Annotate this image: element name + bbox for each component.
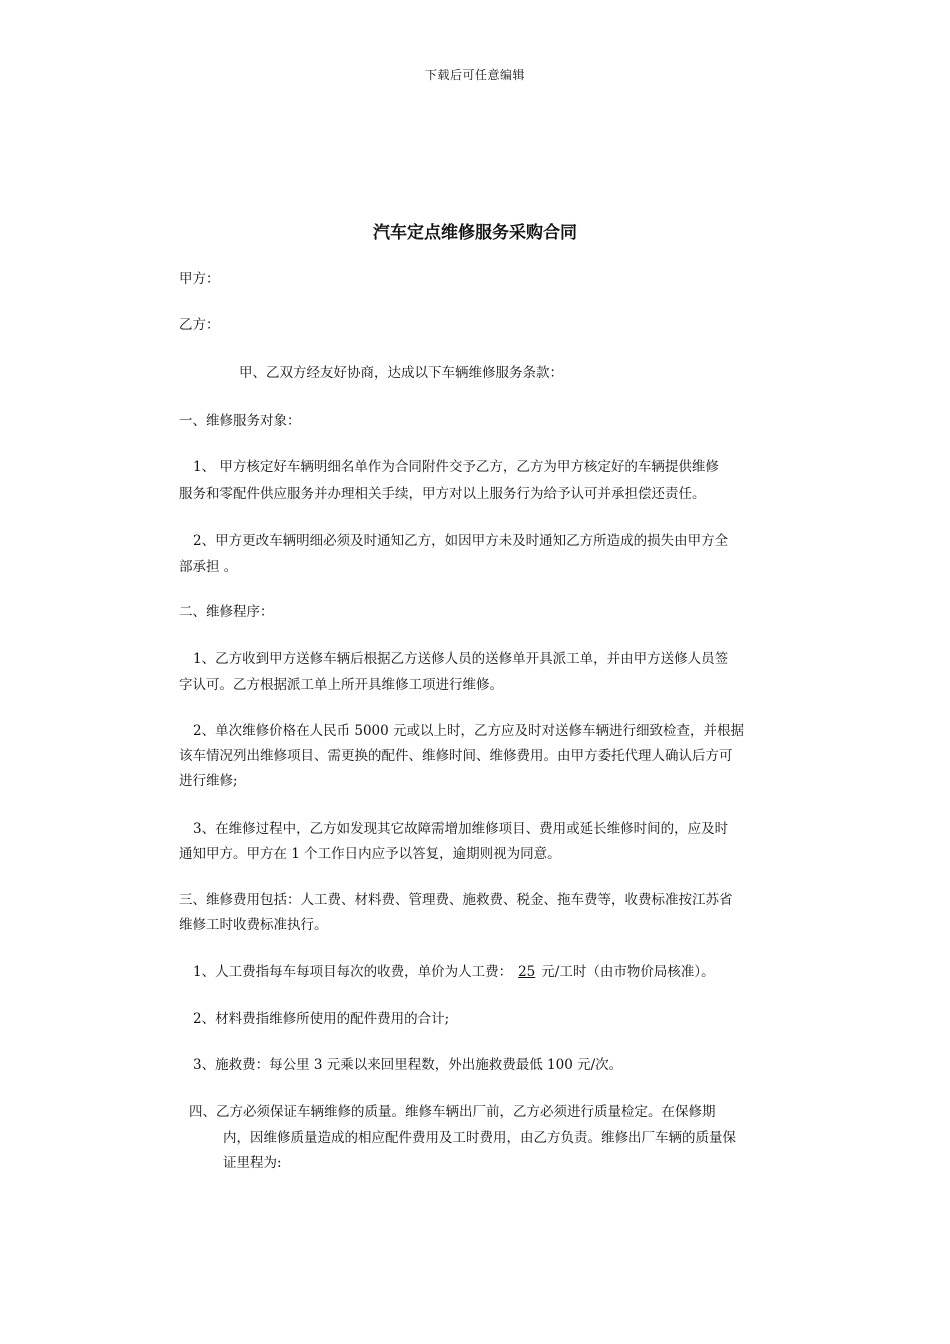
party-b-label: 乙方： <box>179 317 220 333</box>
section2-item1-line2: 字认可。乙方根据派工单上所开具维修工项进行维修。 <box>179 677 503 693</box>
labor-rate-value: 25 <box>518 964 536 980</box>
section2-item1-line1: 1、乙方收到甲方送修车辆后根据乙方送修人员的送修单开具派工单，并由甲方送修人员签 <box>193 651 729 667</box>
header-note: 下载后可任意编辑 <box>424 68 525 82</box>
section2-item3-line1: 3、在维修过程中，乙方如发现其它故障需增加维修项目、费用或延长维修时间的，应及时 <box>193 821 729 837</box>
section2-heading: 二、维修程序： <box>179 604 274 620</box>
section2-item2-line2: 该车情况列出维修项目、需更换的配件、维修时间、维修费用。由甲方委托代理人确认后方可 <box>179 748 733 764</box>
section3-item2: 2、材料费指维修所使用的配件费用的合计; <box>193 1011 450 1027</box>
section3-item1-suffix: 元/工时（由市物价局核准）。 <box>541 964 715 980</box>
section1-item2-line1: 2、甲方更改车辆明细必须及时通知乙方，如因甲方未及时通知乙方所造成的损失由甲方全 <box>193 533 729 549</box>
section3-item3: 3、施救费：每公里 3 元乘以来回里程数，外出施救费最低 100 元/次。 <box>193 1057 623 1073</box>
section2-item2-line3: 进行维修; <box>179 773 238 789</box>
section3-heading-line2: 维修工时收费标准执行。 <box>179 917 328 933</box>
section1-heading: 一、维修服务对象： <box>179 413 301 429</box>
document-title: 汽车定点维修服务采购合同 <box>373 223 577 243</box>
section3-item1-prefix: 1、人工费指每车每项目每次的收费，单价为人工费： <box>193 964 513 980</box>
section1-item1-line2: 服务和零配件供应服务并办理相关手续，甲方对以上服务行为给予认可并承担偿还责任。 <box>179 486 706 502</box>
section4-line2: 内，因维修质量造成的相应配件费用及工时费用，由乙方负责。维修出厂车辆的质量保 <box>223 1130 736 1146</box>
section4-line1: 四、乙方必须保证车辆维修的质量。维修车辆出厂前，乙方必须进行质量检定。在保修期 <box>189 1104 716 1120</box>
section2-item2-line1: 2、单次维修价格在人民币 5000 元或以上时，乙方应及时对送修车辆进行细致检查，并根据 <box>193 723 745 739</box>
section1-item1-line1: 1、 甲方核定好车辆明细名单作为合同附件交予乙方，乙方为甲方核定好的车辆提供维修 <box>193 459 719 475</box>
party-a-label: 甲方： <box>179 271 220 287</box>
section1-item2-line2: 部承担 。 <box>179 559 238 575</box>
section4-line3: 证里程为: <box>223 1155 282 1171</box>
section3-heading-line1: 三、维修费用包括：人工费、材料费、管理费、施救费、税金、拖车费等，收费标准按江苏省 <box>179 892 733 908</box>
section2-item3-line2: 通知甲方。甲方在 1 个工作日内应予以答复，逾期则视为同意。 <box>179 846 561 862</box>
intro-text: 甲、乙双方经友好协商，达成以下车辆维修服务条款： <box>239 365 563 381</box>
section3-item1 <box>193 959 793 986</box>
